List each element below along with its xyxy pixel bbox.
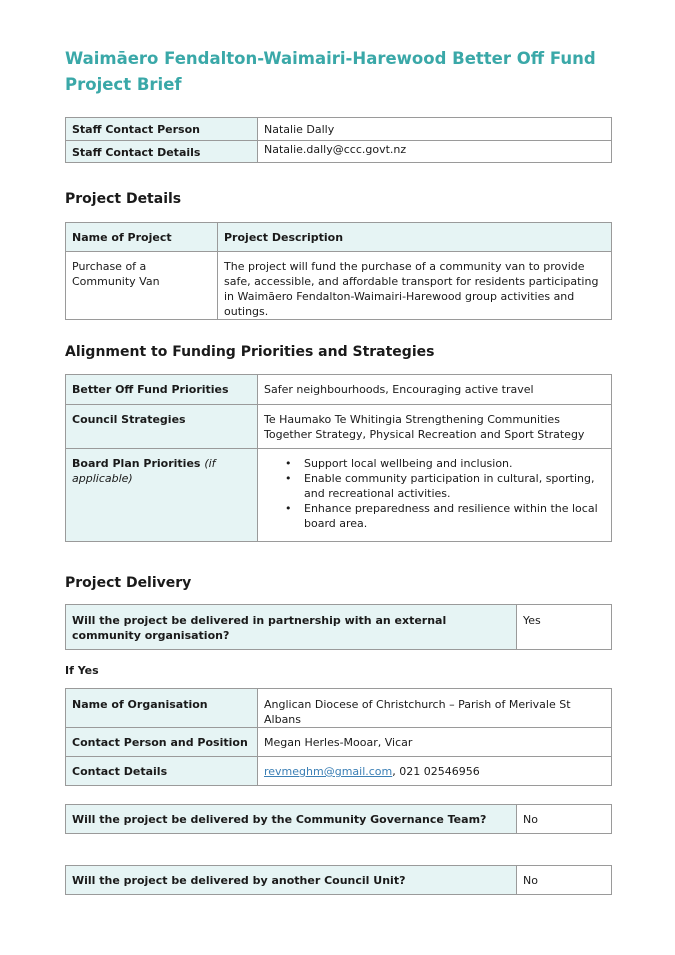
project-details-heading: Project Details bbox=[65, 191, 182, 207]
board-plan-priorities-list bbox=[258, 449, 612, 542]
project-details-table bbox=[65, 222, 612, 320]
bullet-icon: • bbox=[285, 472, 292, 485]
staff-contact-table bbox=[65, 117, 612, 163]
name-of-project-header: Name of Project bbox=[66, 223, 218, 252]
contact-details-value bbox=[258, 757, 612, 786]
organisation-table bbox=[65, 688, 612, 786]
if-yes-label: If Yes bbox=[65, 664, 99, 677]
contact-details-label: Contact Details bbox=[66, 757, 258, 786]
project-delivery-heading: Project Delivery bbox=[65, 575, 192, 591]
organisation-name-label: Name of Organisation bbox=[66, 689, 258, 728]
council-unit-question: Will the project be delivered by another Council Unit? bbox=[66, 866, 517, 895]
alignment-table bbox=[65, 374, 612, 542]
project-name-value: Purchase of a Community Van bbox=[66, 252, 218, 320]
partnership-answer: Yes bbox=[517, 605, 612, 650]
partnership-table bbox=[65, 604, 612, 650]
board-plan-priorities-note: (if applicable) bbox=[72, 457, 216, 485]
project-description-value: The project will fund the purchase of a community van to provide safe, accessible, and affordable transport for residents participating in Waimāero Fendalton-Waimairi-Harewood group activities and outings. bbox=[218, 252, 612, 320]
governance-team-answer: No bbox=[517, 805, 612, 834]
council-strategies-label: Council Strategies bbox=[66, 405, 258, 449]
list-item: • Support local wellbeing and inclusion. bbox=[285, 457, 513, 470]
phone-number: , 021 02546956 bbox=[392, 765, 480, 778]
council-unit-answer: No bbox=[517, 866, 612, 895]
document-title: Waimāero Fendalton-Waimairi-Harewood Better Off Fund Project Brief bbox=[65, 49, 596, 94]
list-item: • Enhance preparedness and resilience within the local board area. bbox=[285, 502, 598, 530]
council-unit-table bbox=[65, 865, 612, 895]
list-item: • Enable community participation in cultural, sporting, and recreational activities. bbox=[285, 472, 595, 500]
email-link[interactable]: revmeghm@gmail.com bbox=[264, 765, 393, 778]
staff-contact-details-value: Natalie.dally@ccc.govt.nz bbox=[258, 141, 612, 163]
governance-team-question: Will the project be delivered by the Community Governance Team? bbox=[66, 805, 517, 834]
staff-contact-details-label: Staff Contact Details bbox=[66, 141, 258, 163]
partnership-question: Will the project be delivered in partnership with an external community organisation? bbox=[66, 605, 517, 650]
bullet-icon: • bbox=[285, 457, 292, 470]
alignment-heading: Alignment to Funding Priorities and Strategies bbox=[65, 344, 435, 360]
staff-contact-person-label: Staff Contact Person bbox=[66, 118, 258, 141]
council-strategies-value: Te Haumako Te Whitingia Strengthening Communities Together Strategy, Physical Recreation and Sport Strategy bbox=[258, 405, 612, 449]
better-off-fund-priorities-value: Safer neighbourhoods, Encouraging active travel bbox=[258, 375, 612, 405]
organisation-name-value: Anglican Diocese of Christchurch – Parish of Merivale St Albans bbox=[258, 689, 612, 728]
bullet-icon: • bbox=[285, 502, 292, 515]
project-description-header: Project Description bbox=[218, 223, 612, 252]
better-off-fund-priorities-label: Better Off Fund Priorities bbox=[66, 375, 258, 405]
contact-person-value: Megan Herles-Mooar, Vicar bbox=[258, 728, 612, 757]
board-plan-priorities-label bbox=[66, 449, 258, 542]
governance-team-table bbox=[65, 804, 612, 834]
staff-contact-person-value: Natalie Dally bbox=[258, 118, 612, 141]
board-plan-priorities-label-text: Board Plan Priorities bbox=[72, 457, 201, 470]
contact-person-label: Contact Person and Position bbox=[66, 728, 258, 757]
